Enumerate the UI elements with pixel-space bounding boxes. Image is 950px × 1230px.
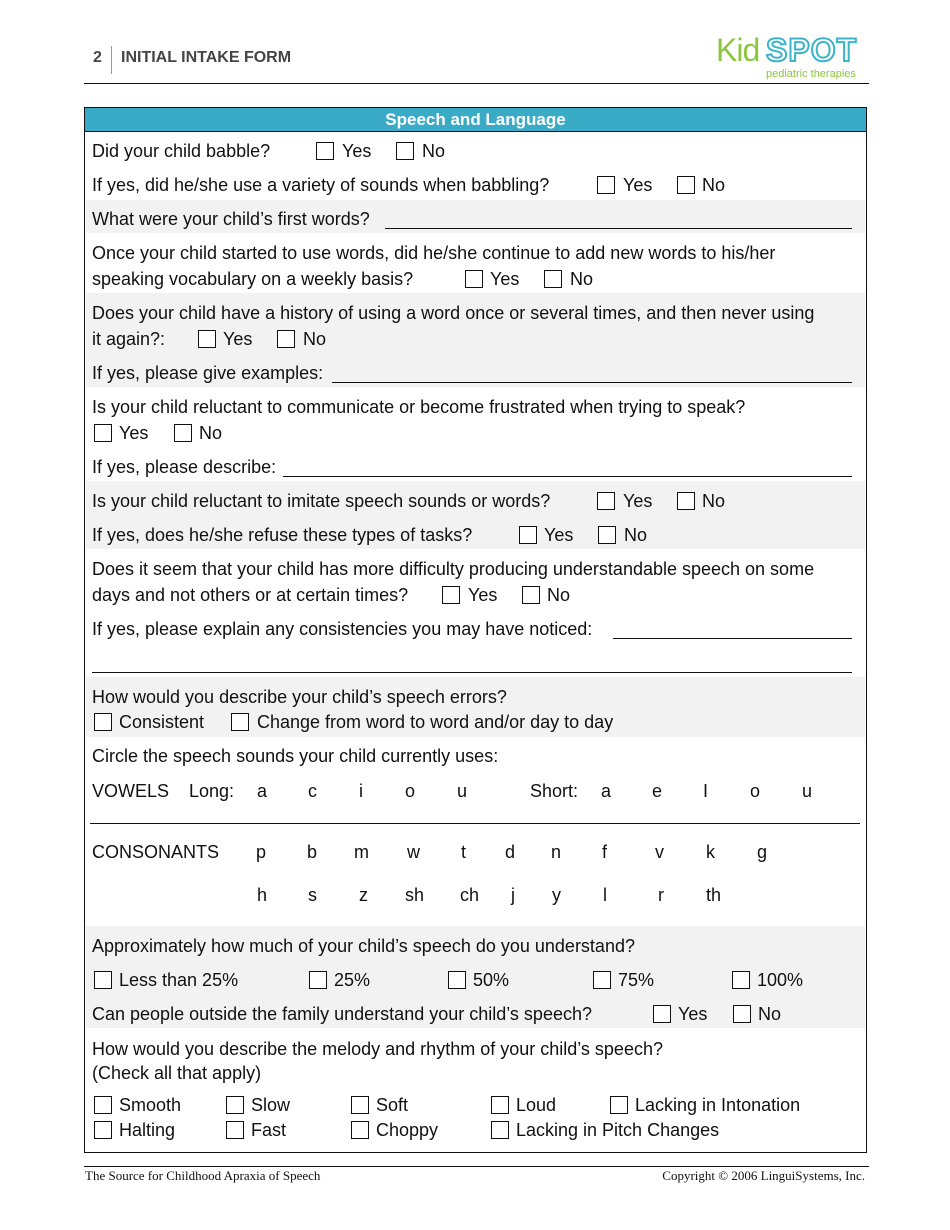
- consistent-checkbox[interactable]: [94, 713, 112, 731]
- consonant-4[interactable]: sh: [405, 885, 425, 905]
- short-label: Short:: [530, 781, 579, 801]
- page-number: 2: [93, 49, 102, 66]
- consonant-11[interactable]: g: [757, 842, 768, 862]
- q-outside: Can people outside the family understand your child’s speech?: [92, 1004, 592, 1024]
- first-words-field[interactable]: [385, 228, 852, 229]
- q-reluctant-comm: Is your child reluctant to communicate or become frustrated when trying to speak?: [92, 397, 746, 417]
- long-label: Long:: [189, 781, 235, 801]
- q-describe: If yes, please describe:: [92, 457, 277, 477]
- header-divider: [111, 46, 112, 74]
- melody-checkbox-4[interactable]: [491, 1096, 509, 1114]
- variety-no-checkbox[interactable]: [677, 176, 695, 194]
- q-difficulty-2: days and not others or at certain times?: [92, 585, 409, 605]
- label: Yes: [342, 141, 372, 161]
- melody2-label-4: Lacking in Pitch Changes: [516, 1120, 720, 1140]
- q-understand: Approximately how much of your child’s speech do you understand?: [92, 936, 635, 956]
- melody-label-3: Soft: [376, 1095, 409, 1115]
- q-add-words-1: Once your child started to use words, did he/she continue to add new words to his/her: [92, 243, 776, 263]
- q-melody-2: (Check all that apply): [92, 1063, 262, 1083]
- consonants-label: CONSONANTS: [92, 842, 220, 862]
- label: Yes: [490, 269, 520, 289]
- percent-checkbox-3[interactable]: [448, 971, 466, 989]
- consonant-10[interactable]: th: [706, 885, 722, 905]
- percent-label-4: 75%: [618, 970, 655, 990]
- melody-label-2: Slow: [251, 1095, 291, 1115]
- melody2-label-3: Choppy: [376, 1120, 439, 1140]
- short-vowel-4[interactable]: o: [750, 781, 761, 801]
- explain-field[interactable]: [613, 638, 852, 639]
- label: Yes: [223, 329, 253, 349]
- label: No: [624, 525, 648, 545]
- imitate-no-checkbox[interactable]: [677, 492, 695, 510]
- examples-field[interactable]: [332, 382, 852, 383]
- long-vowel-3[interactable]: i: [359, 781, 363, 801]
- q-refuse: If yes, does he/she refuse these types of tasks?: [92, 525, 473, 545]
- consonant-3[interactable]: m: [354, 842, 369, 862]
- consonant-2[interactable]: b: [307, 842, 318, 862]
- long-vowel-5[interactable]: u: [457, 781, 468, 801]
- section-header: [85, 108, 866, 132]
- label: Yes: [623, 175, 653, 195]
- footer-right: Copyright © 2006 LinguiSystems, Inc.: [662, 1168, 865, 1183]
- q-variety: If yes, did he/she use a variety of sounds when babbling?: [92, 175, 550, 195]
- label: Consistent: [119, 712, 205, 732]
- history-no-checkbox[interactable]: [277, 330, 295, 348]
- kidspot-logo: [716, 30, 866, 85]
- logo-tagline: pediatric therapies: [766, 68, 856, 80]
- melody2-checkbox-3[interactable]: [351, 1121, 369, 1139]
- q-history-1: Does your child have a history of using a word once or several times, and then never using: [92, 303, 815, 323]
- percent-checkbox-2[interactable]: [309, 971, 327, 989]
- label: Yes: [119, 423, 149, 443]
- consonant-10[interactable]: k: [706, 842, 715, 862]
- percent-label-1: Less than 25%: [119, 970, 239, 990]
- melody-checkbox-1[interactable]: [94, 1096, 112, 1114]
- q-first-words: What were your child’s first words?: [92, 209, 370, 229]
- percent-label-3: 50%: [473, 970, 510, 990]
- long-vowel-4[interactable]: o: [405, 781, 416, 801]
- q-explain: If yes, please explain any consistencies you may have noticed:: [92, 619, 593, 639]
- label: Yes: [678, 1004, 708, 1024]
- footer-left: The Source for Childhood Apraxia of Speech: [85, 1168, 321, 1183]
- q-examples: If yes, please give examples:: [92, 363, 324, 383]
- reluctant-comm-yes-checkbox[interactable]: [94, 424, 112, 442]
- consonant-9[interactable]: v: [655, 842, 664, 862]
- q-melody-1: How would you describe the melody and rhythm of your child’s speech?: [92, 1039, 663, 1059]
- consonant-6[interactable]: j: [511, 885, 515, 905]
- percent-checkbox-5[interactable]: [732, 971, 750, 989]
- consonant-8[interactable]: l: [603, 885, 607, 905]
- consonant-1[interactable]: h: [257, 885, 268, 905]
- consonant-9[interactable]: r: [658, 885, 664, 905]
- consonant-1[interactable]: p: [256, 842, 267, 862]
- label: No: [422, 141, 446, 161]
- consonant-7[interactable]: n: [551, 842, 562, 862]
- melody-checkbox-2[interactable]: [226, 1096, 244, 1114]
- long-vowel-2[interactable]: c: [308, 781, 317, 801]
- q-errors: How would you describe your child’s speech errors?: [92, 687, 507, 707]
- melody-checkbox-3[interactable]: [351, 1096, 369, 1114]
- q-circle: Circle the speech sounds your child currently uses:: [92, 746, 499, 766]
- percent-label-5: 100%: [757, 970, 804, 990]
- add-words-no-checkbox[interactable]: [544, 270, 562, 288]
- logo-spot: SPOT: [766, 32, 858, 68]
- label: No: [702, 175, 726, 195]
- melody-label-4: Loud: [516, 1095, 557, 1115]
- history-yes-checkbox[interactable]: [198, 330, 216, 348]
- footer-rule: [84, 1166, 869, 1167]
- consonant-5[interactable]: t: [461, 842, 467, 862]
- label: No: [199, 423, 223, 443]
- melody2-checkbox-2[interactable]: [226, 1121, 244, 1139]
- babble-no-checkbox[interactable]: [396, 142, 414, 160]
- q-difficulty-1: Does it seem that your child has more difficulty producing understandable speech on some: [92, 559, 815, 579]
- melody2-checkbox-4[interactable]: [491, 1121, 509, 1139]
- short-vowel-2[interactable]: e: [652, 781, 663, 801]
- short-vowel-3[interactable]: I: [703, 781, 709, 801]
- label: No: [547, 585, 571, 605]
- section-title: Speech and Language: [385, 110, 566, 129]
- header-rule: [84, 83, 869, 84]
- short-vowel-1[interactable]: a: [601, 781, 612, 801]
- percent-checkbox-1[interactable]: [94, 971, 112, 989]
- melody2-label-2: Fast: [251, 1120, 287, 1140]
- consonant-3[interactable]: z: [359, 885, 368, 905]
- melody-label-5: Lacking in Intonation: [635, 1095, 801, 1115]
- percent-checkbox-4[interactable]: [593, 971, 611, 989]
- label: Yes: [623, 491, 653, 511]
- q-imitate: Is your child reluctant to imitate speech sounds or words?: [92, 491, 551, 511]
- variety-yes-checkbox[interactable]: [597, 176, 615, 194]
- consonant-2[interactable]: s: [308, 885, 317, 905]
- vowels-label: VOWELS: [92, 781, 170, 801]
- q-history-2: it again?:: [92, 329, 166, 349]
- refuse-yes-checkbox[interactable]: [519, 526, 537, 544]
- melody2-checkbox-1[interactable]: [94, 1121, 112, 1139]
- label: No: [758, 1004, 782, 1024]
- difficulty-no-checkbox[interactable]: [522, 586, 540, 604]
- melody-checkbox-5[interactable]: [610, 1096, 628, 1114]
- long-vowel-1[interactable]: a: [257, 781, 268, 801]
- change-checkbox[interactable]: [231, 713, 249, 731]
- consonant-7[interactable]: y: [552, 885, 561, 905]
- page-title: INITIAL INTAKE FORM: [121, 49, 292, 66]
- short-vowel-5[interactable]: u: [802, 781, 813, 801]
- consonant-8[interactable]: f: [602, 842, 608, 862]
- label: Change from word to word and/or day to day: [257, 712, 614, 732]
- logo-kid: Kid: [716, 32, 760, 68]
- label: Yes: [468, 585, 498, 605]
- q-add-words-2: speaking vocabulary on a weekly basis?: [92, 269, 414, 289]
- babble-yes-checkbox[interactable]: [316, 142, 334, 160]
- describe-field[interactable]: [283, 476, 852, 477]
- outside-yes-checkbox[interactable]: [653, 1005, 671, 1023]
- q-babble: Did your child babble?: [92, 141, 271, 161]
- label: No: [702, 491, 726, 511]
- percent-label-2: 25%: [334, 970, 371, 990]
- reluctant-comm-no-checkbox[interactable]: [174, 424, 192, 442]
- difficulty-yes-checkbox[interactable]: [442, 586, 460, 604]
- refuse-no-checkbox[interactable]: [598, 526, 616, 544]
- consonant-5[interactable]: ch: [460, 885, 480, 905]
- outside-no-checkbox[interactable]: [733, 1005, 751, 1023]
- melody-label-1: Smooth: [119, 1095, 182, 1115]
- consonant-4[interactable]: w: [407, 842, 420, 862]
- label: No: [570, 269, 594, 289]
- melody2-label-1: Halting: [119, 1120, 176, 1140]
- explain-field-2[interactable]: [92, 672, 852, 673]
- add-words-yes-checkbox[interactable]: [465, 270, 483, 288]
- consonant-6[interactable]: d: [505, 842, 516, 862]
- imitate-yes-checkbox[interactable]: [597, 492, 615, 510]
- label: Yes: [544, 525, 574, 545]
- sounds-divider: [90, 823, 860, 824]
- label: No: [303, 329, 327, 349]
